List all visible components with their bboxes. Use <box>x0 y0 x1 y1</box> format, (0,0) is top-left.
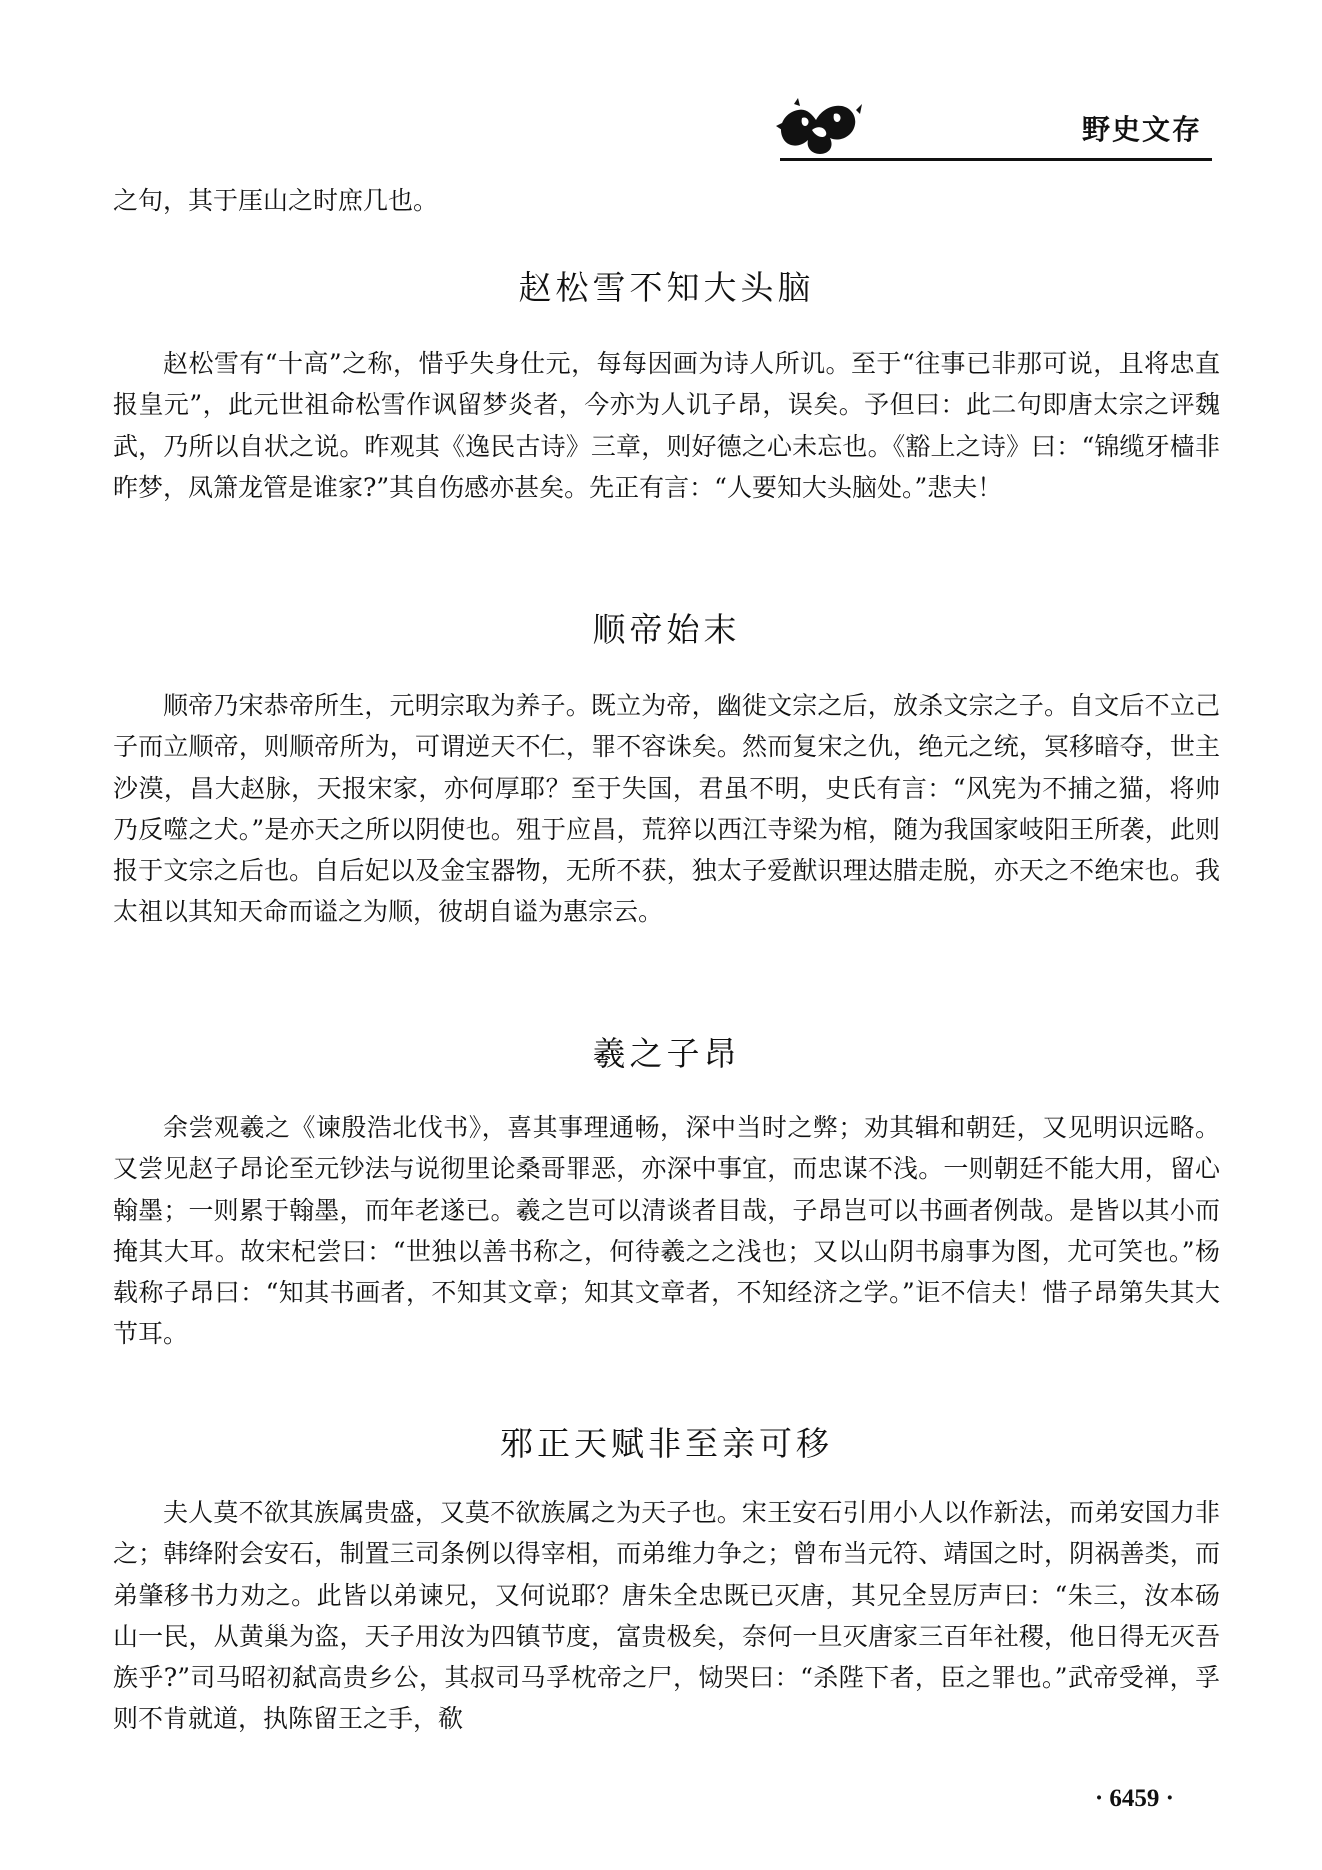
paragraph: 余尝观羲之《谏殷浩北伐书》，喜其事理通畅，深中当时之弊；劝其辑和朝廷，又见明识远略。又尝见赵子昂论至元钞法与说彻里论桑哥罪恶，亦深中事宜，而忠谋不浅。一则朝廷不能大用，留心翰墨；一则累于翰墨，而年老遂已。羲之岂可以清谈者目哉，子昂岂可以书画者例哉。是皆以其小而掩其大耳。故宋杞尝曰：“世独以善书称之，何待羲之之浅也；又以山阴书扇事为图，尤可笑也。”杨载称子昂曰：“知其书画者，不知其文章；知其文章者，不知经济之学。”讵不信夫！惜子昂第失其大节耳。 <box>113 1113 1220 1349</box>
dragon-emblem-icon <box>772 96 864 158</box>
header-rule <box>780 158 1212 161</box>
section-body <box>113 685 1220 933</box>
section-body <box>113 1107 1220 1355</box>
paragraph: 夫人莫不欲其族属贵盛，又莫不欲族属之为天子也。宋王安石引用小人以作新法，而弟安国力非之；韩绛附会安石，制置三司条例以得宰相，而弟维力争之；曾布当元符、靖国之时，阴祸善类，而弟肇移书力劝之。此皆以弟谏兄，又何说耶？唐朱全忠既已灭唐，其兄全昱厉声曰：“朱三，汝本砀山一民，从黄巢为盗，天子用汝为四镇节度，富贵极矣，奈何一旦灭唐家三百年社稷，他日得无灭吾族乎?”司马昭初弑高贵乡公，其叔司马孚枕帝之尸，恸哭曰：“杀陛下者，臣之罪也。”武帝受禅，孚则不肯就道，执陈留王之手，欷 <box>113 1498 1220 1734</box>
section-title: 顺帝始末 <box>592 610 741 649</box>
section-title: 赵松雪不知大头脑 <box>518 268 815 307</box>
paragraph: 之句，其于厓山之时庶几也。 <box>113 186 439 215</box>
section-title: 邪正天赋非至亲可移 <box>500 1424 833 1463</box>
page-number: · 6459 · <box>1094 1785 1174 1812</box>
paragraph: 顺帝乃宋恭帝所生，元明宗取为养子。既立为帝，幽徙文宗之后，放杀文宗之子。自文后不立己子而立顺帝，则顺帝所为，可谓逆天不仁，罪不容诛矣。然而复宋之仇，绝元之统，冥移暗夺，世主沙漠，昌大赵脉，天报宋家，亦何厚耶？至于失国，君虽不明，史氏有言：“风宪为不捕之猫，将帅乃反噬之犬。”是亦天之所以阴使也。殂于应昌，荒猝以西江寺梁为棺，随为我国家岐阳王所袭，此则报于文宗之后也。自后妃以及金宝器物，无所不获，独太子爱猷识理达腊走脱，亦天之不绝宋也。我太祖以其知天命而谥之为顺，彼胡自谥为惠宗云。 <box>113 691 1220 927</box>
section-title: 羲之子昂 <box>592 1034 741 1073</box>
section-body <box>113 343 1220 508</box>
running-header <box>772 88 1212 160</box>
intro-text <box>113 180 1220 221</box>
header-title: 野史文存 <box>1081 113 1202 146</box>
paragraph: 赵松雪有“十高”之称，惜乎失身仕元，每每因画为诗人所讥。至于“往事已非那可说，且将忠直报皇元”，此元世祖命松雪作讽留梦炎者，今亦为人讥子昂，误矣。予但曰：此二句即唐太宗之评魏武，乃所以自状之说。昨观其《逸民古诗》三章，则好德之心未忘也。《豁上之诗》曰：“锦缆牙樯非昨梦，凤箫龙管是谁家?”其自伤感亦甚矣。先正有言：“人要知大头脑处。”悲夫！ <box>113 349 1220 502</box>
section-body <box>113 1492 1220 1740</box>
